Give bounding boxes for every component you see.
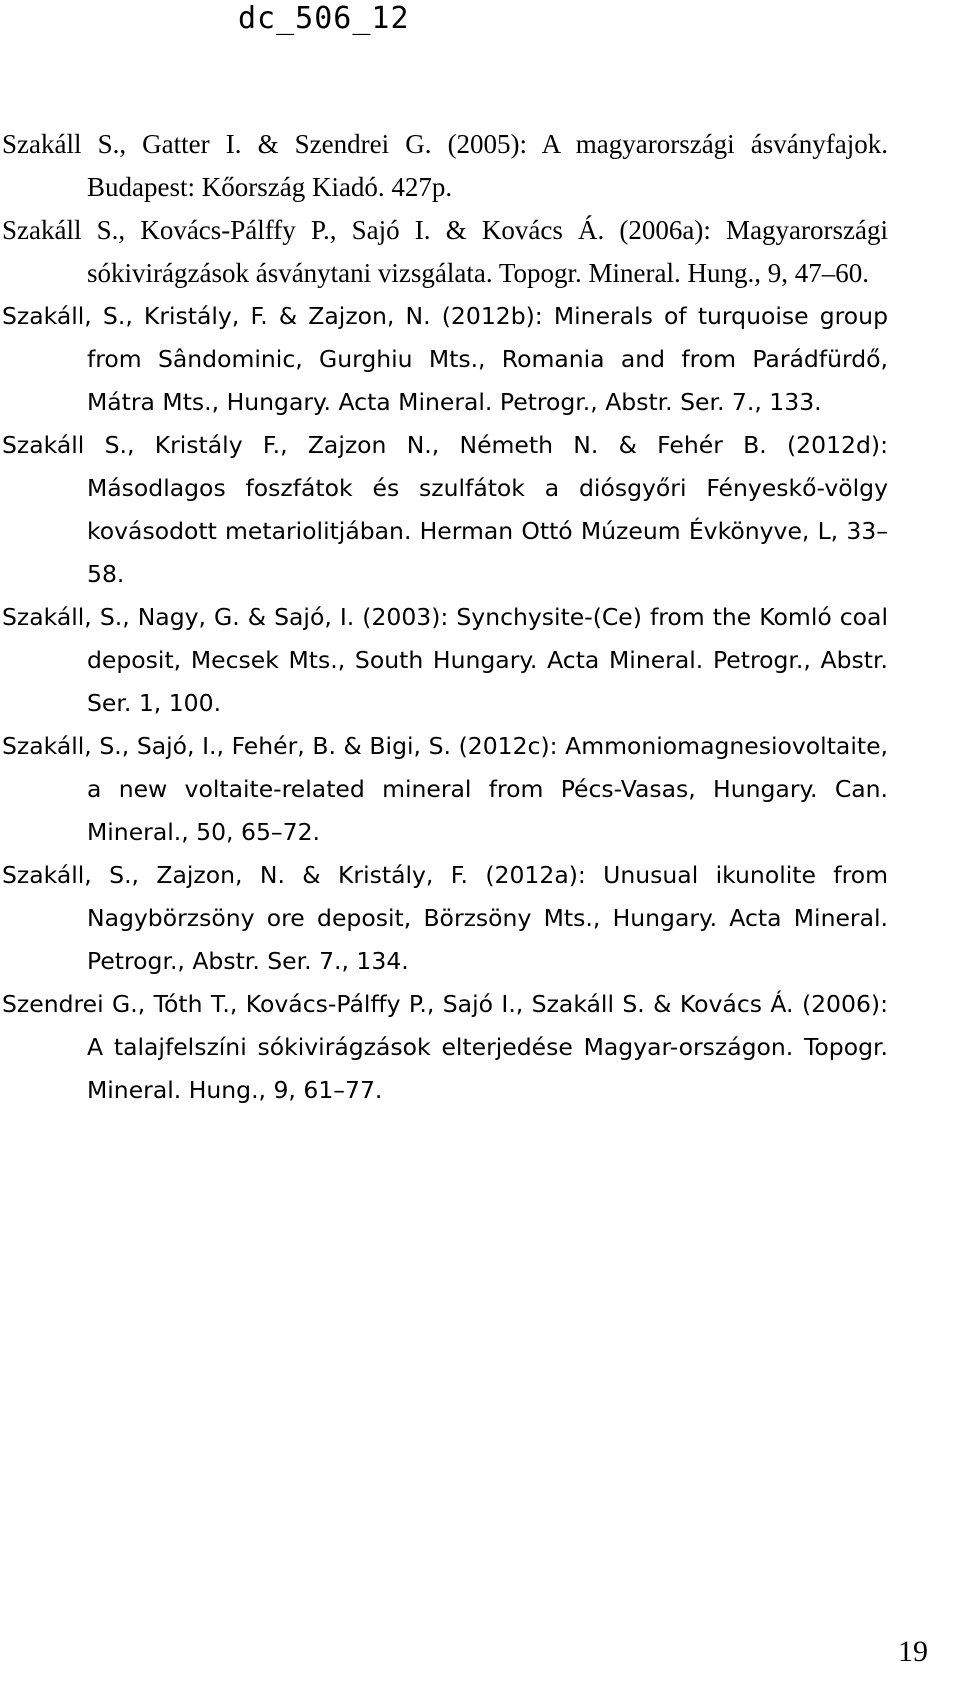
- reference-text: Szakáll, S., Kristály, F. & Zajzon, N. (2012b): Minerals of turquoise group from Sândominic, Gurghiu Mts., Romania and from Parádfürdő, Mátra Mts., Hungary. Acta Mineral. Petrogr., Abstr. Ser. 7., 133.: [2, 302, 888, 416]
- document-id-header: dc_506_12: [238, 1, 410, 36]
- reference-text: Szakáll S., Gatter I. & Szendrei G. (2005): A magyarországi ásványfajok. Budapest: Kőország Kiadó. 427p.: [2, 129, 888, 202]
- reference-text: Szakáll, S., Sajó, I., Fehér, B. & Bigi, S. (2012c): Ammoniomagnesiovoltaite, a new voltaite-related mineral from Pécs-Vasas, Hungary. Can. Mineral., 50, 65–72.: [2, 732, 888, 846]
- reference-entry: [2, 725, 888, 854]
- reference-list: [2, 123, 888, 1112]
- reference-entry: [2, 295, 888, 424]
- reference-text: Szakáll S., Kovács-Pálffy P., Sajó I. & Kovács Á. (2006a): Magyarországi sókivirágzások ásványtani vizsgálata. Topogr. Mineral. Hung., 9, 47–60.: [2, 215, 888, 288]
- reference-entry: [2, 424, 888, 596]
- reference-text: Szendrei G., Tóth T., Kovács-Pálffy P., Sajó I., Szakáll S. & Kovács Á. (2006): A talajfelszíni sókivirágzások elterjedése Magyar-országon. Topogr. Mineral. Hung., 9, 61–77.: [2, 990, 888, 1104]
- reference-entry: [2, 123, 888, 209]
- page-number: 19: [898, 1635, 928, 1668]
- reference-text: Szakáll, S., Nagy, G. & Sajó, I. (2003): Synchysite-(Ce) from the Komló coal deposit, Mecsek Mts., South Hungary. Acta Mineral. Petrogr., Abstr. Ser. 1, 100.: [2, 603, 888, 717]
- reference-text: Szakáll, S., Zajzon, N. & Kristály, F. (2012a): Unusual ikunolite from Nagybörzsöny ore deposit, Börzsöny Mts., Hungary. Acta Mineral. Petrogr., Abstr. Ser. 7., 134.: [2, 861, 888, 975]
- reference-entry: [2, 854, 888, 983]
- reference-entry: [2, 596, 888, 725]
- reference-entry: [2, 209, 888, 295]
- reference-text: Szakáll S., Kristály F., Zajzon N., Németh N. & Fehér B. (2012d): Másodlagos foszfátok és szulfátok a diósgyőri Fényeskő-völgy kovásodott metariolitjában. Herman Ottó Múzeum Évkönyve, L, 33–58.: [2, 431, 888, 588]
- reference-entry: [2, 983, 888, 1112]
